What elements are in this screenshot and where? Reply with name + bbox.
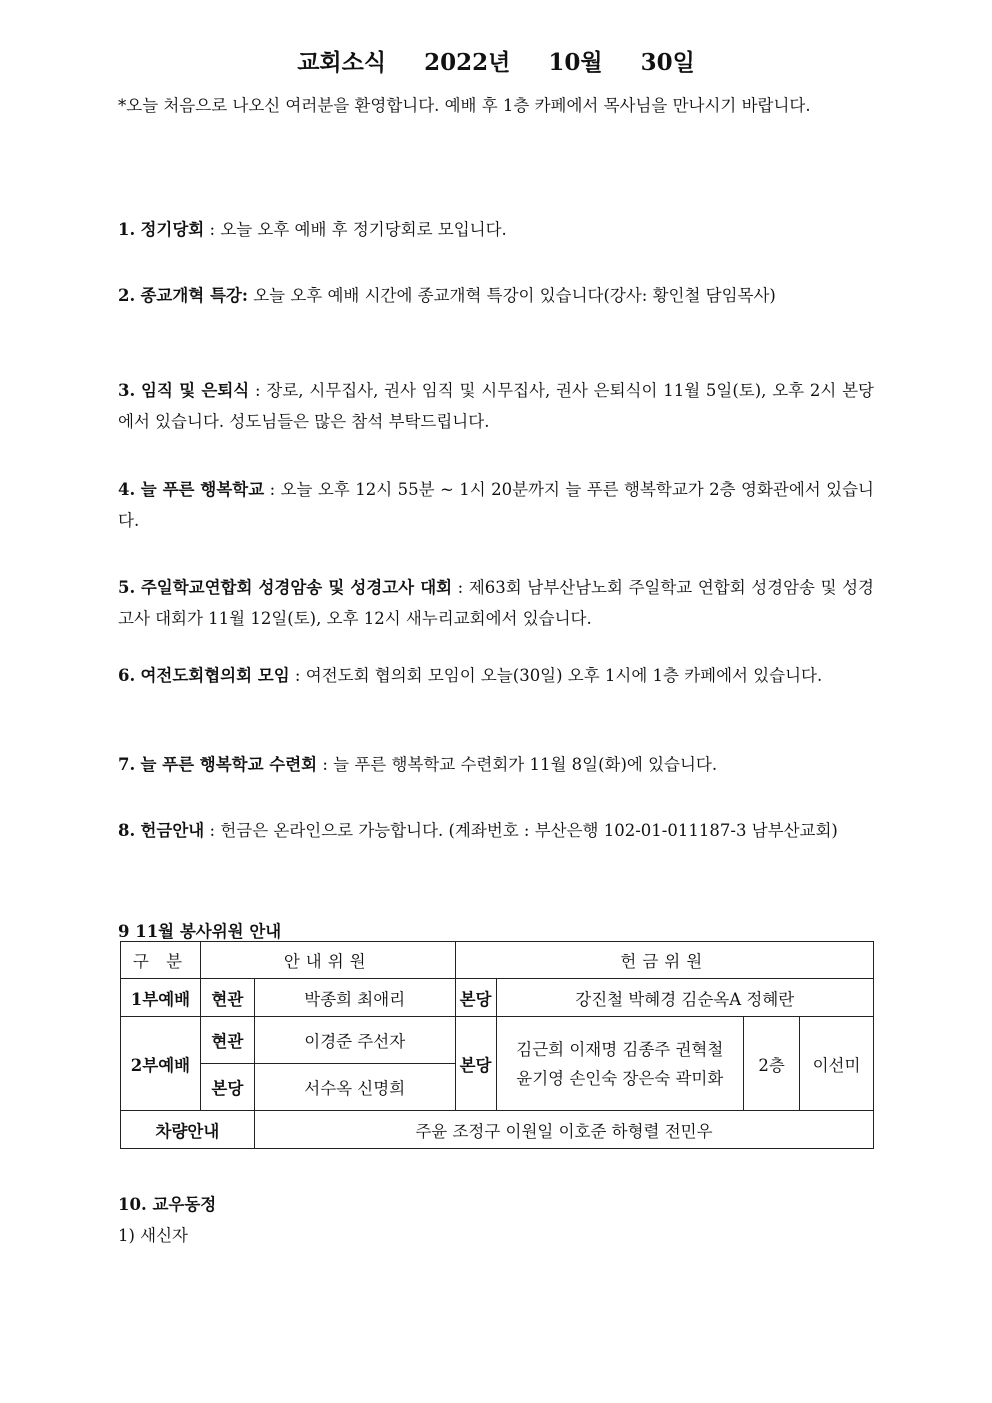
notice-body: 헌금은 온라인으로 가능합니다. (계좌번호 : 부산은행 102-01-011187-3 남부산교회): [220, 821, 838, 840]
header-gubun: 구 분: [121, 942, 201, 979]
notice-head: 늘 푸른 행복학교 수련회: [140, 755, 318, 774]
title-year: 2022년: [424, 49, 511, 76]
notice-body: 여전도회 협의회 모임이 오늘(30일) 오후 1시에 1층 카페에서 있습니다.: [305, 666, 823, 685]
notice-item-5: [118, 572, 874, 634]
notice-head: 여전도회협의회 모임: [140, 666, 290, 685]
notice-head: 늘 푸른 행복학교: [140, 480, 265, 499]
notice-head: 종교개혁 특강:: [140, 286, 248, 305]
notice-sep: :: [452, 578, 469, 597]
location-cell: 현관: [200, 979, 254, 1017]
vehicle-label: 차량안내: [121, 1111, 255, 1149]
notice-sep: :: [249, 381, 267, 400]
notice-sep: :: [289, 666, 306, 685]
notice-sep: :: [204, 821, 221, 840]
notice-sep: :: [264, 480, 281, 499]
title-label: 교회소식: [297, 49, 387, 76]
page-title: [0, 44, 992, 77]
location-cell: 본당: [200, 1064, 254, 1111]
offering-cell: [496, 1017, 744, 1111]
location-cell: 본당: [455, 1017, 496, 1111]
guides-cell: 서수옥 신명희: [254, 1064, 455, 1111]
notice-head: 임직 및 은퇴식: [141, 381, 250, 400]
notice-item-1: [118, 214, 874, 245]
service-cell: 1부예배: [121, 979, 201, 1017]
notice-num: 5.: [118, 578, 136, 597]
notice-head: 헌금안내: [140, 821, 205, 840]
guides-cell: 박종희 최애리: [254, 979, 455, 1017]
title-day: 30일: [640, 49, 695, 76]
table-row: [121, 1111, 874, 1149]
notice-body: 제63회 남부산남노회 주일학교 연합회 성경암송 및 성경고사 대회가 11월 12일(토), 오후 12시 새누리교회에서 있습니다.: [118, 578, 874, 628]
duty-table: [120, 941, 874, 1149]
notice-item-3: [118, 375, 874, 437]
news-title: 10. 교우동정: [118, 1195, 217, 1214]
table-row: [121, 979, 874, 1017]
news-subtitle: 1) 새신자: [118, 1226, 188, 1245]
notice-num: 8.: [118, 821, 136, 840]
notice-num: 3.: [118, 381, 136, 400]
notice-head: 정기당회: [140, 220, 205, 239]
notice-num: 6.: [118, 666, 136, 685]
notice-body: 오늘 오후 예배 후 정기당회로 모입니다.: [220, 220, 507, 239]
notice-item-8: [118, 815, 874, 846]
service-cell: 2부예배: [121, 1017, 201, 1111]
notice-item-6: [118, 660, 874, 691]
header-guide: 안내위원: [200, 942, 455, 979]
header-offering: 헌금위원: [455, 942, 873, 979]
offering-cell: 강진철 박혜경 김순옥A 정혜란: [496, 979, 874, 1017]
welcome-note: *오늘 처음으로 나오신 여러분을 환영합니다. 예배 후 1층 카페에서 목사님을 만나시기 바랍니다.: [118, 96, 811, 115]
floor-person-cell: 이선미: [800, 1017, 874, 1111]
offering-line: 김근희 이재명 김종주 권혁철: [516, 1039, 724, 1059]
title-month: 10월: [548, 49, 603, 76]
notice-num: 4.: [118, 480, 136, 499]
location-cell: 현관: [200, 1017, 254, 1064]
location-cell: 본당: [455, 979, 496, 1017]
vehicle-names: 주윤 조정구 이원일 이호준 하형렬 전민우: [254, 1111, 873, 1149]
notice-sep: :: [317, 755, 334, 774]
notice-body: 장로, 시무집사, 권사 임직 및 시무집사, 권사 은퇴식이 11월 5일(토), 오후 2시 본당에서 있습니다. 성도님들은 많은 참석 부탁드립니다.: [118, 381, 874, 431]
floor-cell: 2층: [744, 1017, 800, 1111]
notice-num: 2.: [118, 286, 136, 305]
duty-section-title: 9 11월 봉사위원 안내: [118, 922, 282, 941]
notice-sep: :: [204, 220, 221, 239]
table-row-header: [121, 942, 874, 979]
guides-cell: 이경준 주선자: [254, 1017, 455, 1064]
notice-item-2: [118, 280, 874, 311]
notice-body: 오늘 오후 예배 시간에 종교개혁 특강이 있습니다(강사: 황인철 담임목사): [253, 286, 776, 305]
notice-num: 1.: [118, 220, 136, 239]
notice-body: 오늘 오후 12시 55분 ~ 1시 20분까지 늘 푸른 행복학교가 2층 영화관에서 있습니다.: [118, 480, 874, 530]
notice-body: 늘 푸른 행복학교 수련회가 11월 8일(화)에 있습니다.: [333, 755, 718, 774]
notice-head: 주일학교연합회 성경암송 및 성경고사 대회: [140, 578, 453, 597]
table-row: [121, 1017, 874, 1064]
notice-num: 7.: [118, 755, 136, 774]
notice-item-7: [118, 749, 874, 780]
notice-item-4: [118, 474, 874, 536]
offering-line: 윤기영 손인숙 장은숙 곽미화: [516, 1068, 724, 1088]
